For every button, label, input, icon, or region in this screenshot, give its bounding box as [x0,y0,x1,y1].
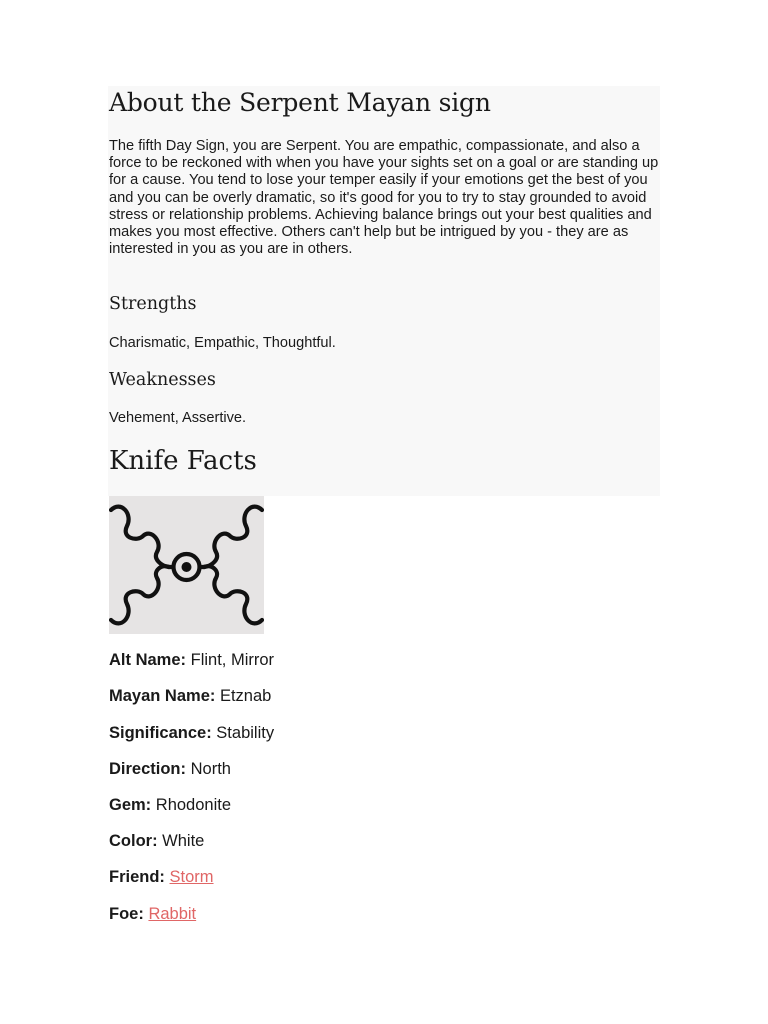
fact-value: White [162,832,205,850]
fact-foe [109,903,196,925]
fact-label: Alt Name: [109,651,187,669]
fact-value: North [190,760,231,778]
strengths-heading: Strengths [109,294,197,314]
fact-value: Flint, Mirror [190,651,275,669]
weaknesses-text: Vehement, Assertive. [109,410,247,426]
fact-label: Mayan Name: [109,687,216,705]
fact-significance [109,722,274,744]
sign-title: About the Serpent Mayan sign [109,88,491,117]
fact-gem [109,794,231,816]
fact-value: Rhodonite [155,796,232,814]
sign-description: The fifth Day Sign, you are Serpent. You are empathic, compassionate, and also a force to be reckoned with when you have your sights set on a goal or are standing up for a cause. You tend to lose your temper easily if your emotions get the best of you and you can be overly dramatic, so it's good for you to try to stay grounded to avoid stress or relationship problems. Achieving balance brings out your best qualities and makes you most effective. Others can't help but be intrigued by you - they are as interested in you as you are in others. [109,138,659,258]
fact-label: Color: [109,832,158,850]
friend-sign-link[interactable]: Storm [169,868,214,886]
fact-direction [109,758,231,780]
fact-label: Gem: [109,796,152,814]
fact-label: Foe: [109,905,144,923]
weaknesses-heading: Weaknesses [109,370,216,390]
fact-value: Etznab [219,687,272,705]
fact-color [109,830,204,852]
fact-alt-name [109,649,274,671]
fact-label: Friend: [109,868,165,886]
fact-mayan-name [109,685,271,707]
fact-value: Stability [216,724,275,742]
fact-label: Significance: [109,724,212,742]
fact-friend [109,866,214,888]
knife-glyph-icon [109,496,264,634]
fact-label: Direction: [109,760,187,778]
foe-sign-link[interactable]: Rabbit [148,905,197,923]
knife-facts-title: Knife Facts [109,446,257,476]
strengths-text: Charismatic, Empathic, Thoughtful. [109,335,336,351]
